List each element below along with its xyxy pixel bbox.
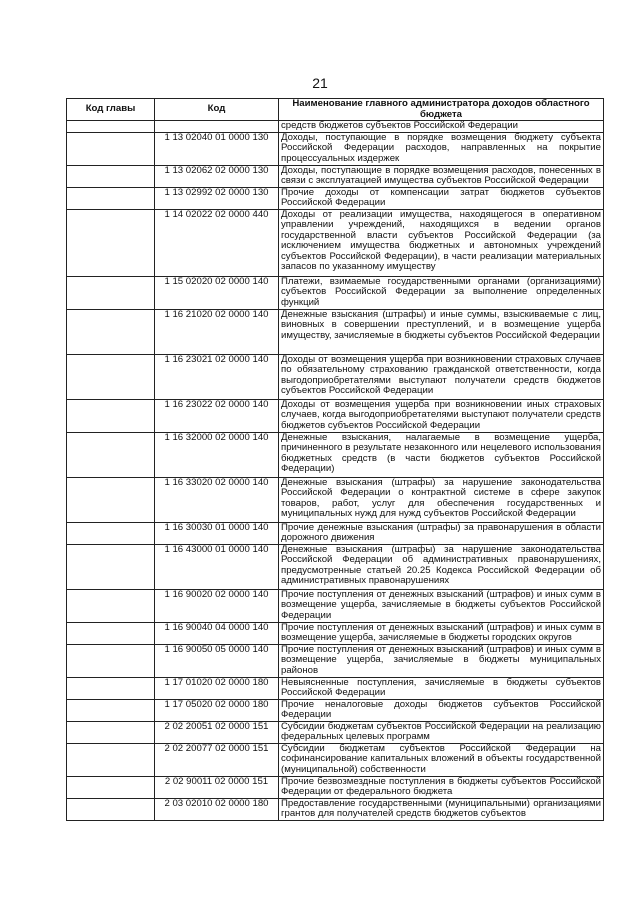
cell-head-code <box>67 677 155 699</box>
table-row <box>67 399 604 432</box>
header-head-code: Код главы <box>67 99 155 121</box>
cell-code: 1 13 02992 02 0000 130 <box>155 187 279 209</box>
cell-code: 1 16 90040 04 0000 140 <box>155 622 279 644</box>
table-row <box>67 699 604 721</box>
cell-code: 1 16 32000 02 0000 140 <box>155 432 279 477</box>
cell-name: Платежи, взимаемые государственными органами (организациями) субъектов Российской Федерации за выполнение определенных функций <box>279 276 604 309</box>
cell-name: Прочие доходы от компенсации затрат бюджетов субъектов Российской Федерации <box>279 187 604 209</box>
cell-head-code <box>67 721 155 743</box>
cell-code: 1 16 90050 05 0000 140 <box>155 644 279 677</box>
cell-name: Прочие безвозмездные поступления в бюджеты субъектов Российской Федерации от федерального бюджета <box>279 776 604 798</box>
cell-head-code <box>67 309 155 354</box>
cell-head-code <box>67 477 155 522</box>
cell-head-code <box>67 354 155 399</box>
header-name: Наименование главного администратора доходов областного бюджета <box>279 99 604 121</box>
cell-head-code <box>67 544 155 589</box>
cell-code: 1 17 01020 02 0000 180 <box>155 677 279 699</box>
cell-head-code <box>67 165 155 187</box>
cell-name: Прочие неналоговые доходы бюджетов субъектов Российской Федерации <box>279 699 604 721</box>
cell-code: 1 17 05020 02 0000 180 <box>155 699 279 721</box>
table-row <box>67 354 604 399</box>
table-row <box>67 798 604 820</box>
cell-head-code <box>67 798 155 820</box>
cell-code: 1 16 23022 02 0000 140 <box>155 399 279 432</box>
table-row <box>67 209 604 276</box>
cell-code: 1 16 21020 02 0000 140 <box>155 309 279 354</box>
cell-name: Субсидии бюджетам субъектов Российской Федерации на реализацию федеральных целевых программ <box>279 721 604 743</box>
cell-name: Доходы, поступающие в порядке возмещения расходов, понесенных в связи с эксплуатацией имущества субъектов Российской Федерации <box>279 165 604 187</box>
cell-head-code <box>67 776 155 798</box>
cell-head-code <box>67 121 155 133</box>
cell-name: Доходы, поступающие в порядке возмещения бюджету субъекта Российской Федерации расходов, направленных на покрытие процессуальных издержек <box>279 132 604 165</box>
cell-code: 2 02 90011 02 0000 151 <box>155 776 279 798</box>
table-row <box>67 522 604 544</box>
cell-code: 2 03 02010 02 0000 180 <box>155 798 279 820</box>
cell-head-code <box>67 522 155 544</box>
cell-head-code <box>67 187 155 209</box>
cell-code <box>155 121 279 133</box>
table-row <box>67 121 604 133</box>
cell-name: Денежные взыскания (штрафы) за нарушение законодательства Российской Федерации об административных правонарушениях, предусмотренные статьей 20.25 Кодекса Российской Федерации об административных правонарушениях <box>279 544 604 589</box>
table-row <box>67 309 604 354</box>
cell-name: Предоставление государственными (муниципальными) организациями грантов для получателей средств бюджетов субъектов <box>279 798 604 820</box>
table-row <box>67 677 604 699</box>
cell-head-code <box>67 644 155 677</box>
table-row <box>67 276 604 309</box>
table-row <box>67 644 604 677</box>
cell-code: 1 16 23021 02 0000 140 <box>155 354 279 399</box>
cell-name: Доходы от возмещения ущерба при возникновении иных страховых случаев, когда выгодоприобретателями выступают получатели средств бюджетов субъектов Российской Федерации <box>279 399 604 432</box>
cell-name: средств бюджетов субъектов Российской Федерации <box>279 121 604 133</box>
table-row <box>67 432 604 477</box>
table-row <box>67 589 604 622</box>
cell-head-code <box>67 622 155 644</box>
cell-name: Невыясненные поступления, зачисляемые в бюджеты субъектов Российской Федерации <box>279 677 604 699</box>
cell-head-code <box>67 432 155 477</box>
page-number: 21 <box>312 75 328 91</box>
cell-name: Прочие поступления от денежных взысканий (штрафов) и иных сумм в возмещение ущерба, зачисляемые в бюджеты субъектов Российской Федерации <box>279 589 604 622</box>
table-row <box>67 743 604 776</box>
cell-head-code <box>67 276 155 309</box>
table-row <box>67 544 604 589</box>
table-row <box>67 132 604 165</box>
table-row <box>67 622 604 644</box>
table-row <box>67 477 604 522</box>
cell-code: 1 16 30030 01 0000 140 <box>155 522 279 544</box>
cell-code: 2 02 20077 02 0000 151 <box>155 743 279 776</box>
cell-name: Денежные взыскания (штрафы) за нарушение законодательства Российской Федерации о контрактной системе в сфере закупок товаров, работ, услуг для обеспечения государственных и муниципальных нужд для нужд субъектов Российской Федерации <box>279 477 604 522</box>
cell-code: 1 13 02040 01 0000 130 <box>155 132 279 165</box>
table-row <box>67 776 604 798</box>
cell-name: Прочие денежные взыскания (штрафы) за правонарушения в области дорожного движения <box>279 522 604 544</box>
cell-name: Субсидии бюджетам субъектов Российской Федерации на софинансирование капитальных вложений в объекты государственной (муниципальной) собственности <box>279 743 604 776</box>
cell-name: Прочие поступления от денежных взысканий (штрафов) и иных сумм в возмещение ущерба, зачисляемые в бюджеты муниципальных районов <box>279 644 604 677</box>
cell-name: Доходы от возмещения ущерба при возникновении страховых случаев по обязательному страхованию гражданской ответственности, когда выгодоприобретателями выступают получатели средств бюджетов субъектов Российской Федерации <box>279 354 604 399</box>
cell-head-code <box>67 209 155 276</box>
cell-code: 1 16 33020 02 0000 140 <box>155 477 279 522</box>
table-row <box>67 187 604 209</box>
cell-head-code <box>67 743 155 776</box>
cell-code: 1 16 43000 01 0000 140 <box>155 544 279 589</box>
cell-head-code <box>67 699 155 721</box>
revenue-administrators-table <box>66 98 604 821</box>
cell-code: 1 15 02020 02 0000 140 <box>155 276 279 309</box>
cell-head-code <box>67 589 155 622</box>
table-row <box>67 165 604 187</box>
cell-code: 1 14 02022 02 0000 440 <box>155 209 279 276</box>
cell-name: Денежные взыскания (штрафы) и иные суммы, взыскиваемые с лиц, виновных в совершении преступлений, и в возмещение ущерба имуществу, зачисляемые в бюджеты субъектов Российской Федерации <box>279 309 604 354</box>
cell-head-code <box>67 132 155 165</box>
cell-code: 2 02 20051 02 0000 151 <box>155 721 279 743</box>
cell-name: Доходы от реализации имущества, находящегося в оперативном управлении учреждений, находящихся в ведении органов государственной власти субъектов Российской Федерации (за исключением имущества бюджетных и автономных учреждений субъектов Российской Федерации), в части реализации материальных запасов по указанному имуществу <box>279 209 604 276</box>
header-code: Код <box>155 99 279 121</box>
cell-code: 1 13 02062 02 0000 130 <box>155 165 279 187</box>
cell-name: Денежные взыскания, налагаемые в возмещение ущерба, причиненного в результате незаконного или нецелевого использования бюджетных средств (в части бюджетов субъектов Российской Федерации) <box>279 432 604 477</box>
cell-name: Прочие поступления от денежных взысканий (штрафов) и иных сумм в возмещение ущерба, зачисляемые в бюджеты городских округов <box>279 622 604 644</box>
cell-code: 1 16 90020 02 0000 140 <box>155 589 279 622</box>
cell-head-code <box>67 399 155 432</box>
table-header-row <box>67 99 604 121</box>
table-row <box>67 721 604 743</box>
